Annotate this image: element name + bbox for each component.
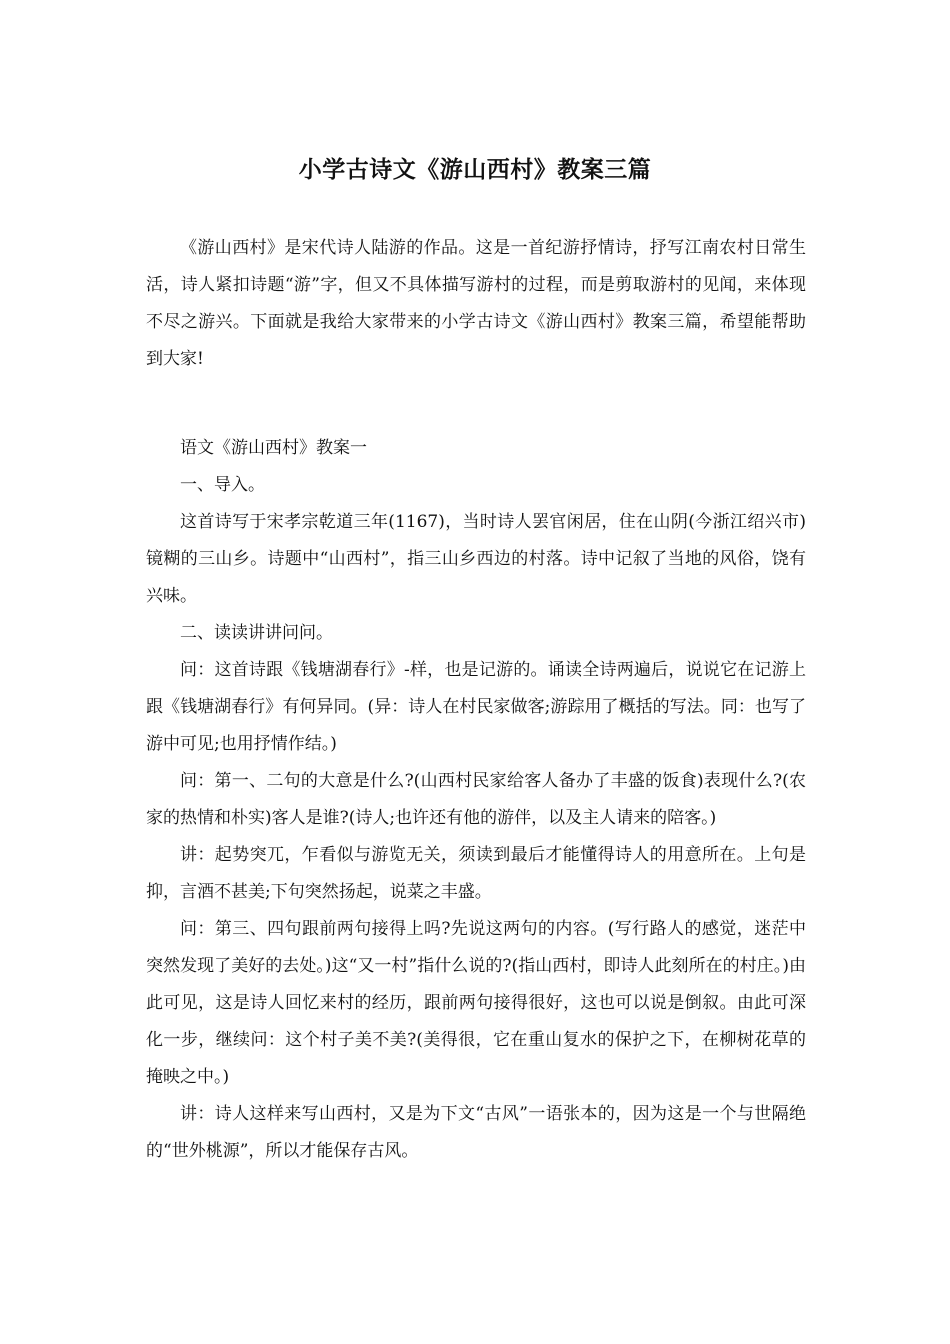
body-paragraph: 问：第一、二句的大意是什么?(山西村民家给客人备办了丰盛的饭食)表现什么?(农家的热情和朴实)客人是谁?(诗人;也许还有他的游伴，以及主人请来的陪客。) <box>146 771 806 828</box>
body-paragraph: 问：这首诗跟《钱塘湖春行》-样，也是记游的。诵读全诗两遍后，说说它在记游上跟《钱塘湖春行》有何异同。(异：诗人在村民家做客;游踪用了概括的写法。同：也写了游中可见;也用抒情作结。) <box>146 660 806 754</box>
document-body <box>146 230 806 1170</box>
subheading-introduction: 一、导入。 <box>180 475 265 495</box>
section-gap <box>146 378 806 430</box>
document-title: 小学古诗文《游山西村》教案三篇 <box>298 157 652 183</box>
body-paragraph: 讲：起势突兀，乍看似与游览无关，须读到最后才能懂得诗人的用意所在。上句是抑，言酒不甚美;下句突然扬起，说菜之丰盛。 <box>146 845 806 902</box>
body-paragraph: 这首诗写于宋孝宗乾道三年(1167)，当时诗人罢官闲居，住在山阴(今浙江绍兴市)镜糊的三山乡。诗题中“山西村”，指三山乡西边的村落。诗中记叙了当地的风俗，饶有兴味。 <box>146 512 806 606</box>
intro-paragraph: 《游山西村》是宋代诗人陆游的作品。这是一首纪游抒情诗，抒写江南农村日常生活，诗人紧扣诗题“游”字，但又不具体描写游村的过程，而是剪取游村的见闻，来体现不尽之游兴。下面就是我给大家带来的小学古诗文《游山西村》教案三篇，希望能帮助到大家! <box>146 238 806 369</box>
body-paragraph: 讲：诗人这样来写山西村，又是为下文“古风”一语张本的，因为这是一个与世隔绝的“世外桃源”，所以才能保存古风。 <box>146 1104 806 1161</box>
section-heading: 语文《游山西村》教案一 <box>180 438 367 458</box>
body-paragraph: 问：第三、四句跟前两句接得上吗?先说这两句的内容。(写行路人的感觉，迷茫中突然发现了美好的去处。)这“又一村”指什么说的?(指山西村，即诗人此刻所在的村庄。)由此可见，这是诗人回忆来村的经历，跟前两句接得很好，这也可以说是倒叙。由此可深化一步，继续问：这个村子美不美?(美得很，它在重山复水的保护之下，在柳树花草的掩映之中。) <box>146 919 806 1087</box>
subheading-read-discuss: 二、读读讲讲问问。 <box>180 623 333 643</box>
